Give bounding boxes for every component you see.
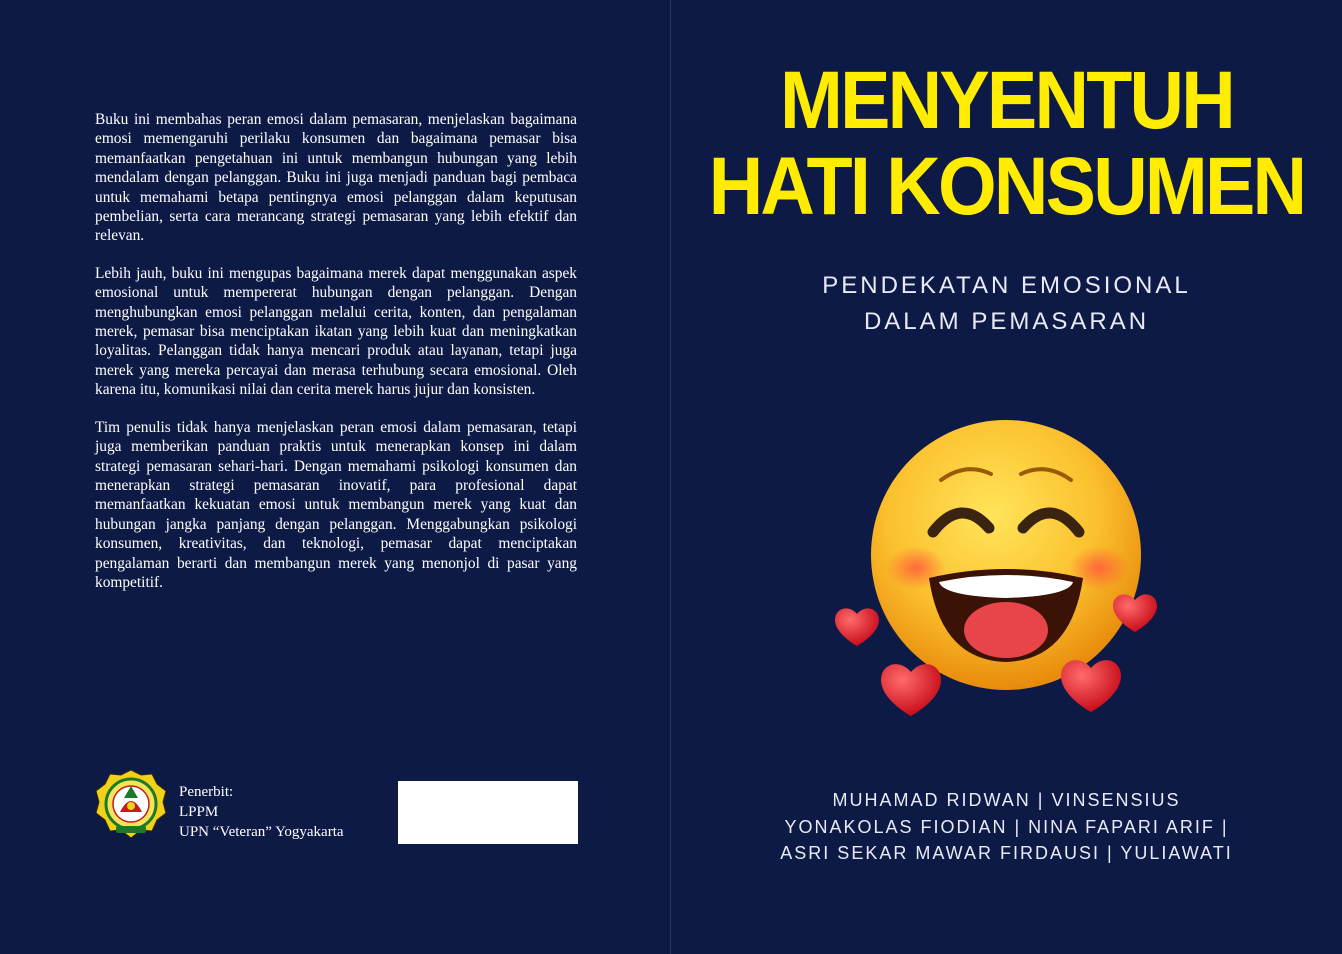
- author-line: YONAKOLAS FIODIAN | NINA FAPARI ARIF |: [784, 816, 1229, 837]
- blurb-paragraph: Buku ini membahas peran emosi dalam pemasaran, menjelaskan bagaimana emosi memengaruhi perilaku konsumen dan bagaimana pemasar bisa memanfaatkan pengetahuan ini untuk membangun hubungan yang lebih mendalam dengan pelanggan. Buku ini juga menjadi panduan bagi pembaca untuk memahami betapa pentingnya emosi pelanggan dalam keputusan pembelian, serta cara merancang strategi pemasaran yang lebih efektif dan relevan.: [95, 111, 577, 245]
- back-cover-blurb: [95, 110, 577, 610]
- publisher-institution: UPN “Veteran” Yogyakarta: [179, 824, 344, 840]
- front-cover: [671, 0, 1342, 954]
- back-cover: [0, 0, 670, 954]
- book-title: [671, 55, 1342, 232]
- laughing-emoji-with-hearts-icon: [821, 410, 1191, 720]
- author-list: [671, 787, 1342, 867]
- title-line-2: HATI KONSUMEN: [708, 141, 1305, 232]
- publisher-text: [179, 782, 344, 842]
- publisher-name: LPPM: [179, 804, 219, 820]
- subtitle-line-2: DALAM PEMASARAN: [863, 308, 1150, 335]
- upn-veteran-yogyakarta-seal-icon: [94, 768, 168, 842]
- publisher-block: [94, 768, 384, 848]
- subtitle-line-1: PENDEKATAN EMOSIONAL: [822, 272, 1191, 299]
- author-line: MUHAMAD RIDWAN | VINSENSIUS: [832, 790, 1181, 810]
- publisher-label: Penerbit:: [179, 784, 234, 800]
- title-line-1: MENYENTUH: [780, 55, 1233, 146]
- blurb-paragraph: Tim penulis tidak hanya menjelaskan peran emosi dalam pemasaran, tetapi juga memberikan panduan praktis untuk menerapkan konsep ini dalam strategi pemasaran sehari-hari. Dengan memahami psikologi konsumen dan menerapkan strategi pemasaran inovatif, para profesional dapat memanfaatkan kekuatan emosi untuk membangun merek yang kuat dan hubungan jangka panjang dengan pelanggan. Menggabungkan psikologi konsumen, kreativitas, dan teknologi, pemasar dapat menciptakan pengalaman berarti dan membangun merek yang menonjol di pasar yang kompetitif.: [95, 418, 577, 591]
- isbn-barcode-placeholder: [398, 781, 578, 844]
- author-line: ASRI SEKAR MAWAR FIRDAUSI | YULIAWATI: [780, 843, 1233, 863]
- blurb-paragraph: Lebih jauh, buku ini mengupas bagaimana merek dapat menggunakan aspek emosional untuk mempererat hubungan dengan pelanggan. Dengan menghubungkan emosi pelanggan melalui cerita, konten, dan pengalaman merek, pemasar bisa menciptakan ikatan yang lebih kuat dan meningkatkan loyalitas. Pelanggan tidak hanya mencari produk atau layanan, tetapi juga merek yang mereka percayai dan merasa terhubung secara emosional. Oleh karena itu, komunikasi nilai dan cerita merek harus jujur dan konsisten.: [95, 264, 577, 399]
- book-subtitle: [671, 268, 1342, 340]
